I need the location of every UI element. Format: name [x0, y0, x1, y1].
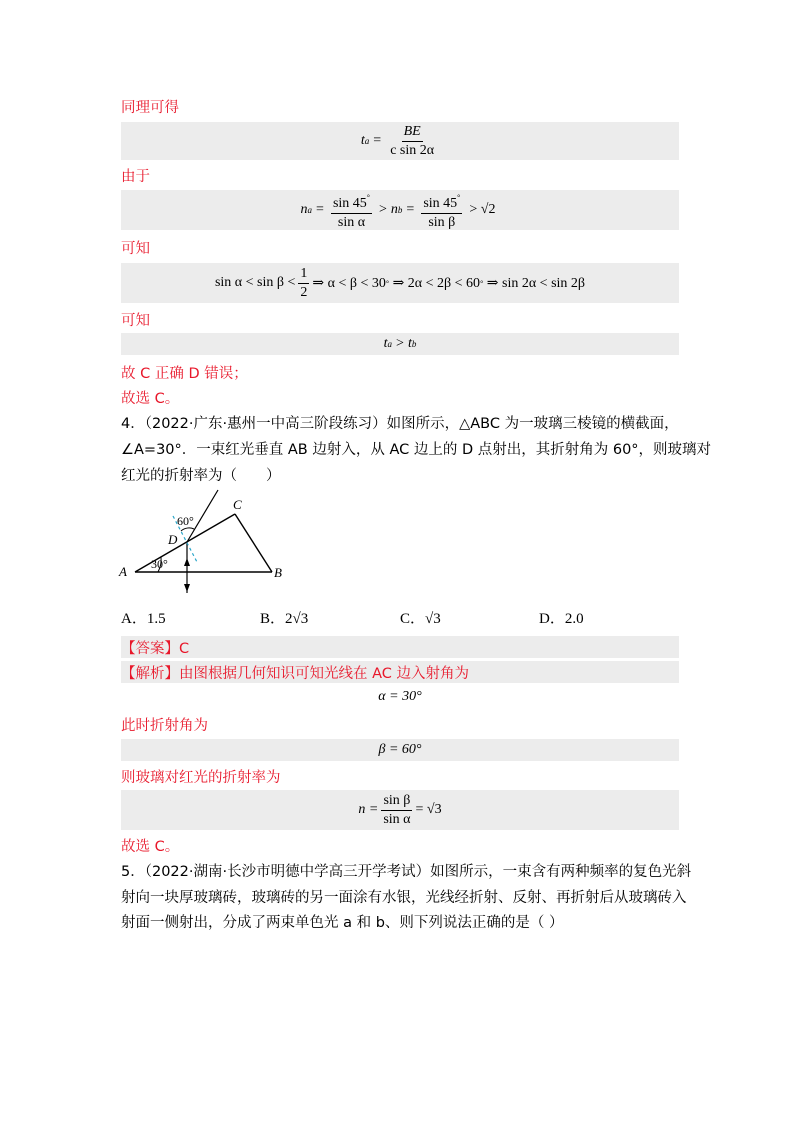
- option-c[interactable]: [400, 607, 441, 628]
- option-b-value: 2√3: [285, 611, 309, 627]
- equation-alpha-wrap: [121, 686, 679, 708]
- label-kezhi-2: 可知: [121, 313, 150, 329]
- eq-nb: n: [390, 202, 398, 217]
- analysis-band: [121, 661, 679, 683]
- option-b-label: B．: [260, 611, 286, 627]
- eq-equals: =: [373, 133, 382, 148]
- ray-arrow-lower: [184, 584, 190, 592]
- question4-line1: 4．（2022·广东·惠州一中高三阶段练习）如图所示，△ABC 为一玻璃三棱镜的横截面，: [121, 416, 679, 432]
- option-a-value: 1.5: [146, 611, 166, 627]
- eq-nb-sub: b: [397, 205, 403, 215]
- label-a: A: [119, 564, 127, 579]
- option-b[interactable]: [260, 607, 308, 628]
- answer-value: C: [179, 640, 190, 657]
- chain-deg1: °: [385, 278, 390, 288]
- option-d[interactable]: [539, 607, 584, 628]
- equation-beta-band: [121, 739, 679, 761]
- option-c-value: √3: [425, 611, 441, 627]
- angle-d-arc: [181, 528, 194, 531]
- frac-den: sin α: [337, 214, 366, 230]
- chain-part3: ⇒ 2α < 2β < 60: [392, 275, 481, 291]
- fraction-numerator: BE: [402, 124, 423, 142]
- frac-num: 1: [298, 266, 309, 284]
- answer-tag: 【答案】: [121, 640, 179, 657]
- eq-t2: t: [407, 336, 412, 351]
- equation-alpha: α = 30°: [378, 689, 422, 704]
- frac-den: sin β: [428, 214, 456, 230]
- fraction-sin45-beta: [421, 190, 462, 231]
- frac-den: sin α: [383, 811, 411, 827]
- frac-num: sin β: [381, 793, 412, 811]
- prism-figure: [115, 488, 305, 598]
- eq-t2-sub: b: [411, 339, 417, 349]
- question5-line3: 射面一侧射出，分成了两束单色光 a 和 b、则下列说法正确的是（ ）: [121, 915, 564, 931]
- frac-deg: °: [457, 192, 461, 202]
- equation-ta-tb: [384, 336, 417, 352]
- fraction-sinb-sina: [381, 793, 412, 828]
- analysis-text: 由图根据几何知识可知光线在 AC 边入射角为: [179, 665, 470, 682]
- fraction-denominator: c sin 2α: [390, 142, 435, 158]
- eq-gt: >: [396, 336, 404, 351]
- eq-na: n: [300, 202, 308, 217]
- answer-band: [121, 636, 679, 658]
- option-a[interactable]: [121, 607, 166, 628]
- label-c: C: [233, 497, 242, 512]
- conclusion-choose-c: 故选 C。: [121, 391, 180, 407]
- chain-deg2: °: [480, 278, 484, 288]
- label-d: D: [168, 532, 178, 547]
- chain-part2: ⇒ α < β < 30: [312, 275, 386, 291]
- eq-t1: t: [383, 336, 388, 351]
- conclusion-c-correct: 故 C 正确 D 错误；: [121, 366, 248, 382]
- frac-deg: °: [366, 192, 370, 202]
- frac-num: sin 45: [332, 195, 367, 211]
- equation-beta: β = 60°: [378, 742, 422, 757]
- equation-n-compare: [301, 190, 500, 231]
- equation-n-band: [121, 790, 679, 830]
- equation-band-ta: [121, 122, 679, 160]
- label-angle-60: 60°: [177, 514, 194, 528]
- edge-cb: [235, 514, 272, 572]
- equation-band-chain: [121, 263, 679, 303]
- chain-part4: ⇒ sin 2α < sin 2β: [486, 275, 586, 291]
- frac-den: 2: [300, 284, 308, 300]
- label-youyu: 由于: [121, 169, 150, 185]
- option-d-value: 2.0: [564, 611, 584, 627]
- question4-line3: 红光的折射率为（ ）: [121, 468, 281, 484]
- option-c-label: C．: [400, 611, 426, 627]
- eq-t1-sub: a: [387, 339, 393, 349]
- label-angle-30: 30°: [151, 557, 168, 571]
- question4-line2: ∠A=30°．一束红光垂直 AB 边射入，从 AC 边上的 D 点射出，其折射角为 60°，则玻璃对: [121, 442, 712, 458]
- equation-n: [358, 793, 441, 828]
- fraction-half: [298, 266, 309, 301]
- fraction-sin45-alpha: [331, 190, 372, 231]
- eq-t: t: [360, 133, 365, 148]
- eq-equals: =: [406, 202, 415, 217]
- question5-line1: 5．（2022·湖南·长沙市明德中学高三开学考试）如图所示，一束含有两种频率的复色光斜: [121, 864, 692, 880]
- eq-t-sub: a: [364, 136, 370, 146]
- eq-equals: =: [316, 202, 324, 217]
- option-d-label: D．: [539, 611, 565, 627]
- chain-part1: sin α < sin β <: [214, 275, 296, 290]
- equation-ta: [361, 124, 439, 159]
- equation-band-n: [121, 190, 679, 230]
- ray-arrow-upper: [184, 558, 190, 566]
- equation-band-t: [121, 333, 679, 355]
- fraction-be: [388, 124, 436, 159]
- question5-line2: 射向一块厚玻璃砖，玻璃砖的另一面涂有水银，光线经折射、反射、再折射后从玻璃砖入: [121, 890, 687, 906]
- label-kezhi-1: 可知: [121, 241, 150, 257]
- eq-na-sub: a: [307, 205, 313, 215]
- label-b: B: [274, 565, 282, 580]
- label-refractive-index: 则玻璃对红光的折射率为: [121, 770, 281, 786]
- equation-chain: [215, 266, 585, 301]
- eq-gt: >: [379, 202, 387, 217]
- analysis-tag: 【解析】: [121, 665, 179, 682]
- eq-n-lhs: n =: [358, 802, 379, 817]
- eq-n-rhs: = √3: [415, 802, 442, 817]
- label-refraction-angle: 此时折射角为: [121, 718, 208, 734]
- conclusion-q4: 故选 C。: [121, 839, 180, 855]
- frac-num: sin 45: [423, 195, 458, 211]
- option-a-label: A．: [121, 611, 147, 627]
- label-tongli: 同理可得: [121, 100, 179, 116]
- eq-gt-sqrt2: > √2: [469, 202, 496, 217]
